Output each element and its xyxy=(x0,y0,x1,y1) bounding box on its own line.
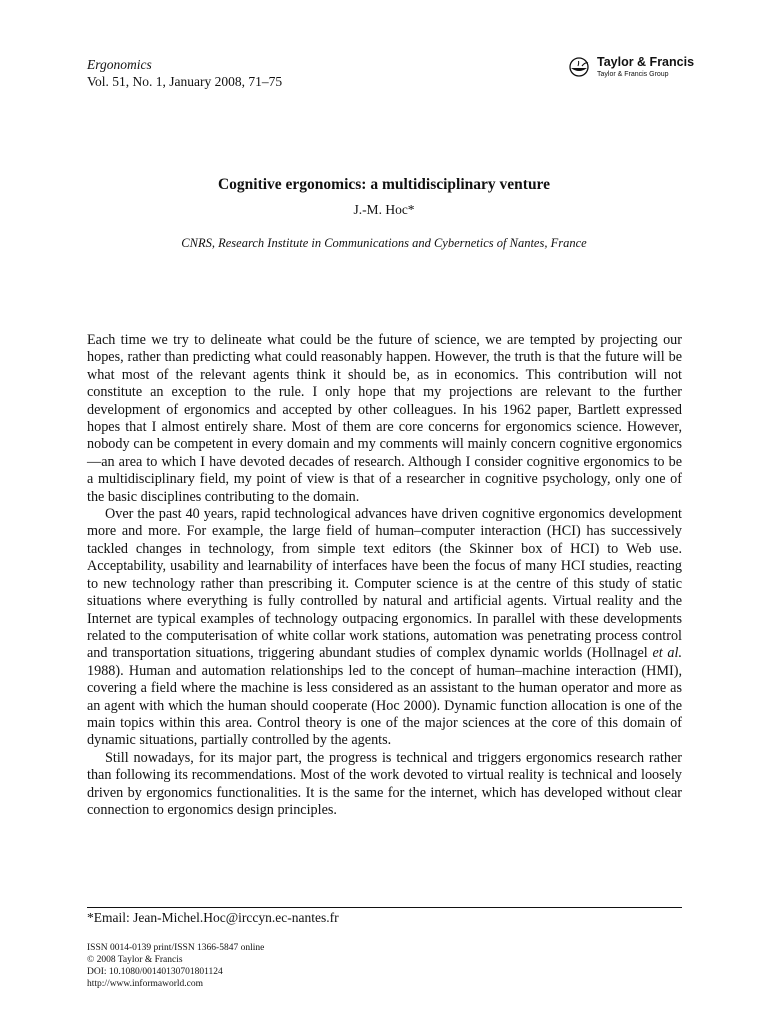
paragraph-2-text-a: Over the past 40 years, rapid technological advances have driven cognitive ergonomics development more and more. For example, the large field of human–computer interaction (HCI) has successively tackled changes in technology, from simple text editors (the Skinner box of HCI) to Web use. Acceptability, usability and learnability of interfaces have been the focus of many HCI studies, reacting to new technology rather than prescribing it. Computer science is at the centre of this study of static situations where everything is fully controlled by natural and artificial agents. Virtual reality and the Internet are typical examples of technology outpacing ergonomics. In parallel with these developments related to the computerisation of white collar work stations, automation was penetrating process control and transportation situations, triggering abundant studies of complex dynamic worlds (Hollnagel xyxy=(87,506,682,662)
paragraph-2-italic: et al. xyxy=(652,645,682,662)
paragraph-2-text-b: 1988). Human and automation relationships led to the concept of human–machine interaction (HMI), covering a field where the machine is less considered as an assistant to the human operator and more as an agent with which the human should cooperate (Hoc 2000). Dynamic function allocation is one of the main topics within this area. Control theory is one of the major sciences at the core of this domain of dynamic situations, partially controlled by the agents. xyxy=(87,662,682,749)
author-affiliation: CNRS, Research Institute in Communications and Cybernetics of Nantes, France xyxy=(181,236,587,250)
copyright: © 2008 Taylor & Francis xyxy=(87,955,183,965)
paragraph-3: Still nowadays, for its major part, the progress is technical and triggers ergonomics research rather than following its recommendations. Most of the work devoted to virtual reality is technical and loosely driven by ergonomics functionalities. It is the same for the internet, which has developed without clear connection to ergonomics design principles. xyxy=(87,749,682,818)
article-author: J.-M. Hoc* xyxy=(353,202,415,217)
paragraph-2 xyxy=(87,506,682,750)
publisher-name: Taylor & Francis xyxy=(597,55,695,69)
journal-header xyxy=(87,56,282,90)
footnote-divider xyxy=(87,907,682,908)
publisher-url[interactable]: http://www.informaworld.com xyxy=(87,979,204,989)
paragraph-1: Each time we try to delineate what could be the future of science, we are tempted by projecting our hopes, rather than predicting what could reasonably happen. However, the truth is that the future will be what most of the relevant agents think it should be, as in economics. This contribution will not constitute an exception to the rule. I only hope that my projections are relevant to the further development of ergonomics and accepted by other colleagues. In his 1962 paper, Bartlett expressed hopes that I almost entirely share. Most of them are core concerns for ergonomics science. However, nobody can be competent in every domain and my comments will mainly concern cognitive ergonomics—an area to which I have devoted decades of research. Although I consider cognitive ergonomics to be a multidisciplinary field, my point of view is that of a researcher in cognitive psychology, only one of the basic disciplines contributing to the domain. xyxy=(87,332,682,505)
footnote-email: *Email: Jean-Michel.Hoc@irccyn.ec-nantes.fr xyxy=(87,910,339,925)
publisher-group: Taylor & Francis Group xyxy=(597,70,669,78)
journal-name: Ergonomics xyxy=(87,57,152,72)
publisher-logo xyxy=(566,56,694,78)
doi: DOI: 10.1080/00140130701801124 xyxy=(87,967,223,977)
volume-info: Vol. 51, No. 1, January 2008, 71–75 xyxy=(87,74,283,89)
lamp-icon xyxy=(566,57,592,77)
article-body xyxy=(87,332,682,819)
publication-meta xyxy=(87,942,264,990)
article-title: Cognitive ergonomics: a multidisciplinary venture xyxy=(217,176,551,193)
issn: ISSN 0014-0139 print/ISSN 1366-5847 online xyxy=(87,943,265,953)
